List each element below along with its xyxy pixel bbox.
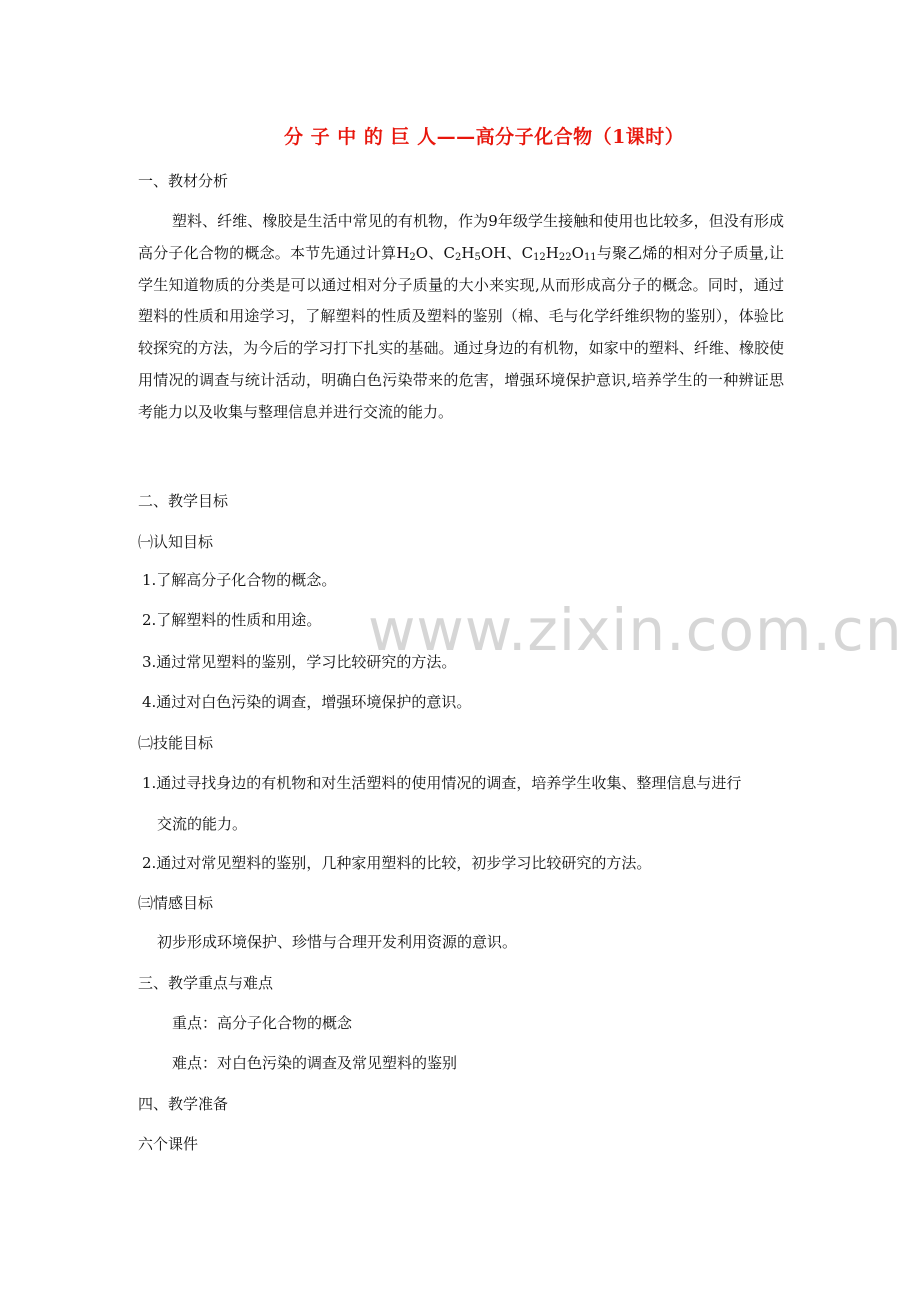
section-4-text: 六个课件 (138, 1135, 199, 1153)
page-title: 分 子 中 的 巨 人——高分子化合物（1课时） (284, 126, 685, 148)
section-1-paragraph: 塑料、纤维、橡胶是生活中常见的有机物，作为9年级学生接触和使用也比较多，但没有形成高分子化合物的概念。本节先通过计算$H_2O$、$C_2H_5OH$、$C_{12}H_{22}O_{11}$与聚乙烯的相对分子质量,让学生知道物质的分类是可以通过相对分子质量的大小来实现,从而形成高分子的概念。同时，通过塑料的性质和用途学习，了解塑料的性质及塑料的鉴别（棉、毛与化学纤维织物的鉴别），体验比较探究的方法，为今后的学习打下扎实的基础。通过身边的有机物，如家中的塑料、纤维、橡胶使用情况的调查与统计活动，明确白色污染带来的危害，增强环境保护意识,培养学生的一种辨证思考能力以及收集与整理信息并进行交流的能力。 (138, 212, 784, 421)
cognitive-goal-item: 4.通过对白色污染的调查，增强环境保护的意识。 (142, 693, 472, 711)
section-4-heading: 四、教学准备 (138, 1095, 229, 1113)
cognitive-goal-item: 2.了解塑料的性质和用途。 (142, 611, 322, 629)
cognitive-goal-item: 3.通过常见塑料的鉴别，学习比较研究的方法。 (142, 653, 457, 671)
section-3-heading: 三、教学重点与难点 (138, 974, 274, 992)
section-2-heading: 二、教学目标 (138, 492, 229, 510)
skill-goal-item: 1.通过寻找身边的有机物和对生活塑料的使用情况的调查，培养学生收集、整理信息与进行 (142, 774, 742, 792)
cognitive-goal-item: 1.了解高分子化合物的概念。 (142, 571, 337, 589)
skill-goal-item: 2.通过对常见塑料的鉴别，几种家用塑料的比较，初步学习比较研究的方法。 (142, 854, 652, 872)
cognitive-goals-heading: ㈠认知目标 (138, 533, 214, 551)
key-point: 重点：高分子化合物的概念 (172, 1014, 353, 1032)
skill-goal-item-continued: 交流的能力。 (157, 815, 248, 833)
emotion-goal-text: 初步形成环境保护、珍惜与合理开发利用资源的意识。 (157, 933, 518, 951)
section-1-heading: 一、教材分析 (138, 172, 229, 190)
watermark: www.zixin.com.cn (368, 596, 903, 664)
difficult-point: 难点：对白色污染的调查及常见塑料的鉴别 (172, 1054, 458, 1072)
emotion-goals-heading: ㈢情感目标 (138, 894, 214, 912)
skill-goals-heading: ㈡技能目标 (138, 734, 214, 752)
